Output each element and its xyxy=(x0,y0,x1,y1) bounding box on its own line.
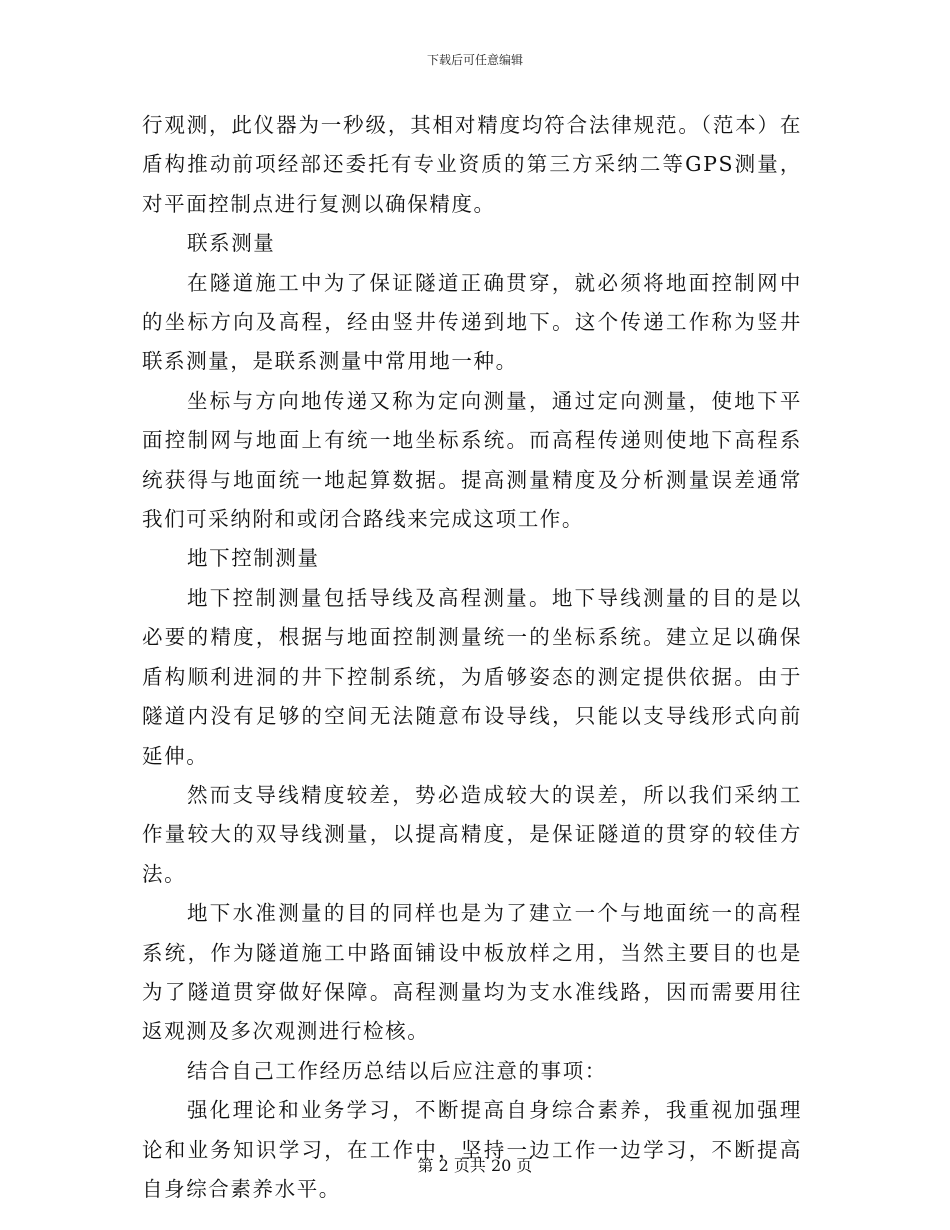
paragraph-double-traverse: 然而支导线精度较差，势必造成较大的误差，所以我们采纳工作量较大的双导线测量，以提高精度，是保证隧道的贯穿的较佳方法。 xyxy=(142,782,802,886)
document-body xyxy=(142,106,802,1209)
page-number: 第 2 页共 20 页 xyxy=(417,1156,533,1175)
paragraph-underground-leveling: 地下水准测量的目的同样也是为了建立一个与地面统一的高程系统，作为隧道施工中路面铺设中板放样之用，当然主要目的也是为了隧道贯穿做好保障。高程测量均为支水准线路，因而需要用往返观测及多次观测进行检核。 xyxy=(142,901,802,1044)
paragraph-shaft-transfer: 在隧道施工中为了保证隧道正确贯穿，就必须将地面控制网中的坐标方向及高程，经由竖井传递到地下。这个传递工作称为竖井联系测量，是联系测量中常用地一种。 xyxy=(142,270,802,374)
paragraph-study-improvement: 强化理论和业务学习，不断提高自身综合素养，我重视加强理论和业务知识学习，在工作中，坚持一边工作一边学习，不断提高自身综合素养水平。 xyxy=(142,1098,802,1201)
paragraph-lessons-heading: 结合自己工作经历总结以后应注意的事项： xyxy=(187,1058,607,1083)
paragraph-orientation-survey: 坐标与方向地传递又称为定向测量，通过定向测量，使地下平面控制网与地面上有统一地坐标系统。而高程传递则使地下高程系统获得与地面统一地起算数据。提高测量精度及分析测量误差通常我们可采纳附和或闭合路线来完成这项工作。 xyxy=(142,388,802,532)
section-heading-liaison-survey: 联系测量 xyxy=(187,231,276,256)
paragraph-continuation: 行观测，此仪器为一秒级，其相对精度均符合法律规范。（范本）在盾构推动前项经部还委托有专业资质的第三方采纳二等GPS测量，对平面控制点进行复测以确保精度。 xyxy=(142,113,802,216)
paragraph-underground-traverse: 地下控制测量包括导线及高程测量。地下导线测量的目的是以必要的精度，根据与地面控制测量统一的坐标系统。建立足以确保盾构顺利进洞的井下控制系统，为盾够姿态的测定提供依据。由于隧道内没有足够的空间无法随意布设导线，只能以支导线形式向前延伸。 xyxy=(142,585,802,768)
page-header: 下载后可任意编辑 xyxy=(426,53,523,67)
section-heading-underground-control: 地下控制测量 xyxy=(187,546,320,571)
